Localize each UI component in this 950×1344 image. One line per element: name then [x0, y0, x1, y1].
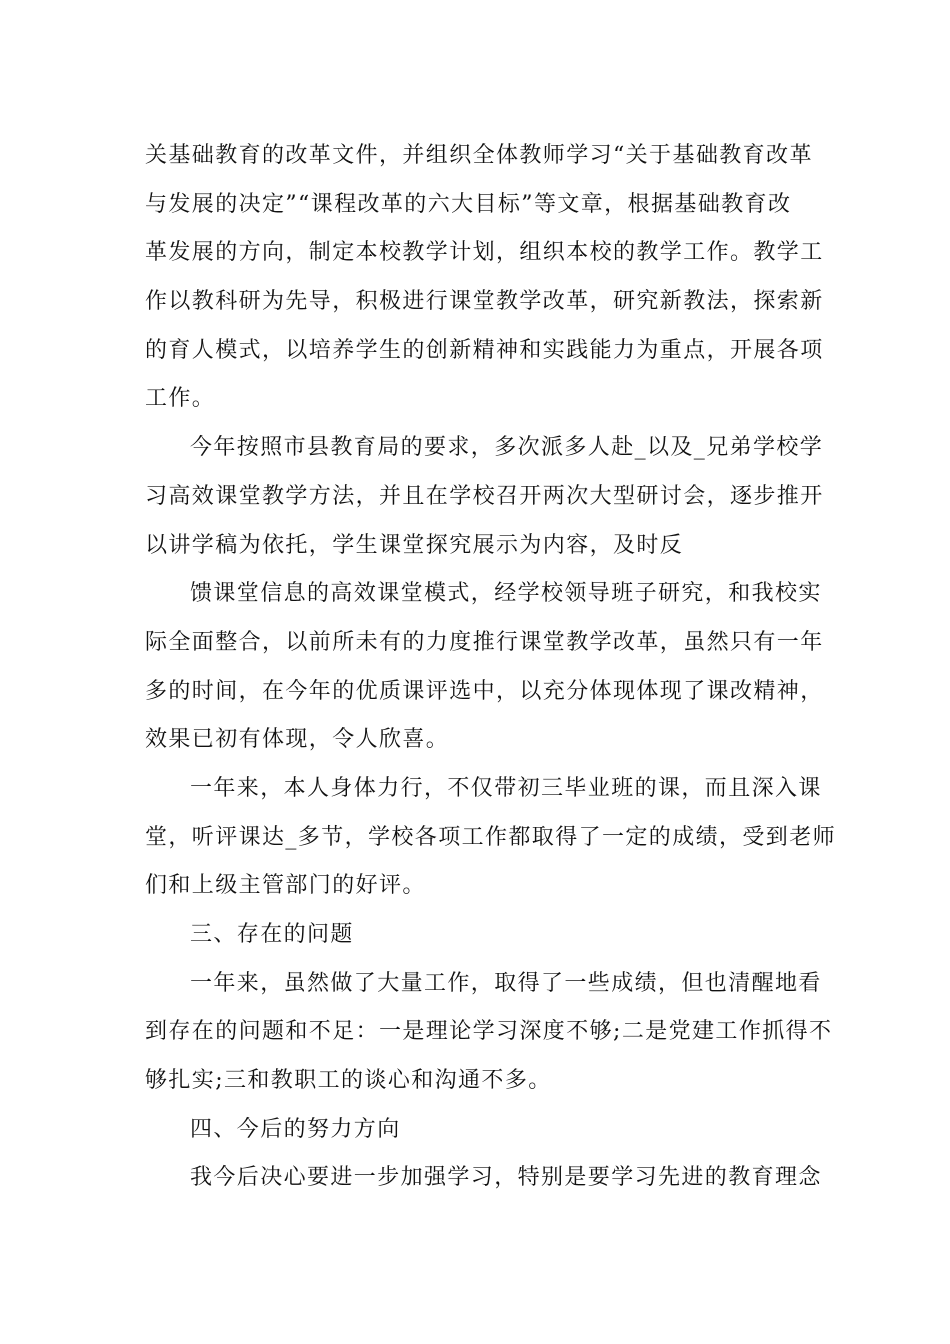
text-line: 今年按照市县教育局的要求，多次派多人赴_以及_兄弟学校学	[190, 435, 824, 461]
paragraph	[145, 960, 833, 1106]
section-heading	[145, 911, 810, 960]
text-line: 以讲学稿为依托，学生课堂探究展示为内容，及时反	[145, 532, 684, 558]
text-line: 够扎实;三和教职工的谈心和沟通不多。	[145, 1068, 552, 1094]
paragraph	[145, 424, 824, 570]
text-line: 一年来，本人身体力行，不仅带初三毕业班的课，而且深入课	[190, 775, 822, 801]
text-line: 与发展的决定”“课程改革的六大目标”等文章，根据基础教育改	[145, 191, 792, 217]
text-line: 工作。	[145, 386, 216, 412]
text-line: 多的时间，在今年的优质课评选中，以充分体现体现了课改精神，	[145, 678, 824, 704]
text-line: 我今后决心要进一步加强学习，特别是要学习先进的教育理念	[190, 1165, 822, 1191]
paragraph	[145, 570, 824, 765]
text-line: 到存在的问题和不足：一是理论学习深度不够;二是党建工作抓得不	[145, 1019, 833, 1045]
text-line: 四、今后的努力方向	[190, 1116, 401, 1142]
section-heading	[145, 1106, 810, 1155]
text-line: 作以教科研为先导，积极进行课堂教学改革，研究新教法，探索新	[145, 289, 824, 315]
text-line: 效果已初有体现，令人欣喜。	[145, 727, 450, 753]
text-line: 三、存在的问题	[190, 922, 354, 947]
text-line: 革发展的方向，制定本校教学计划，组织本校的教学工作。教学工	[145, 240, 824, 266]
text-line: 们和上级主管部门的好评。	[145, 873, 426, 899]
text-line: 堂，听评课达_多节，学校各项工作都取得了一定的成绩，受到老师	[145, 824, 837, 850]
text-line: 的育人模式，以培养学生的创新精神和实践能力为重点，开展各项	[145, 337, 824, 363]
text-line: 馈课堂信息的高效课堂模式，经学校领导班子研究，和我校实	[190, 581, 822, 607]
document-body	[145, 132, 837, 1203]
text-line: 际全面整合，以前所未有的力度推行课堂教学改革，虽然只有一年	[145, 629, 824, 655]
text-line: 习高效课堂教学方法，并且在学校召开两次大型研讨会，逐步推开	[145, 483, 824, 509]
paragraph	[145, 1154, 822, 1203]
text-line: 关基础教育的改革文件，并组织全体教师学习“关于基础教育改革	[145, 143, 813, 168]
text-line: 一年来，虽然做了大量工作，取得了一些成绩，但也清醒地看	[190, 970, 822, 996]
paragraph	[145, 132, 824, 424]
paragraph	[145, 765, 837, 911]
